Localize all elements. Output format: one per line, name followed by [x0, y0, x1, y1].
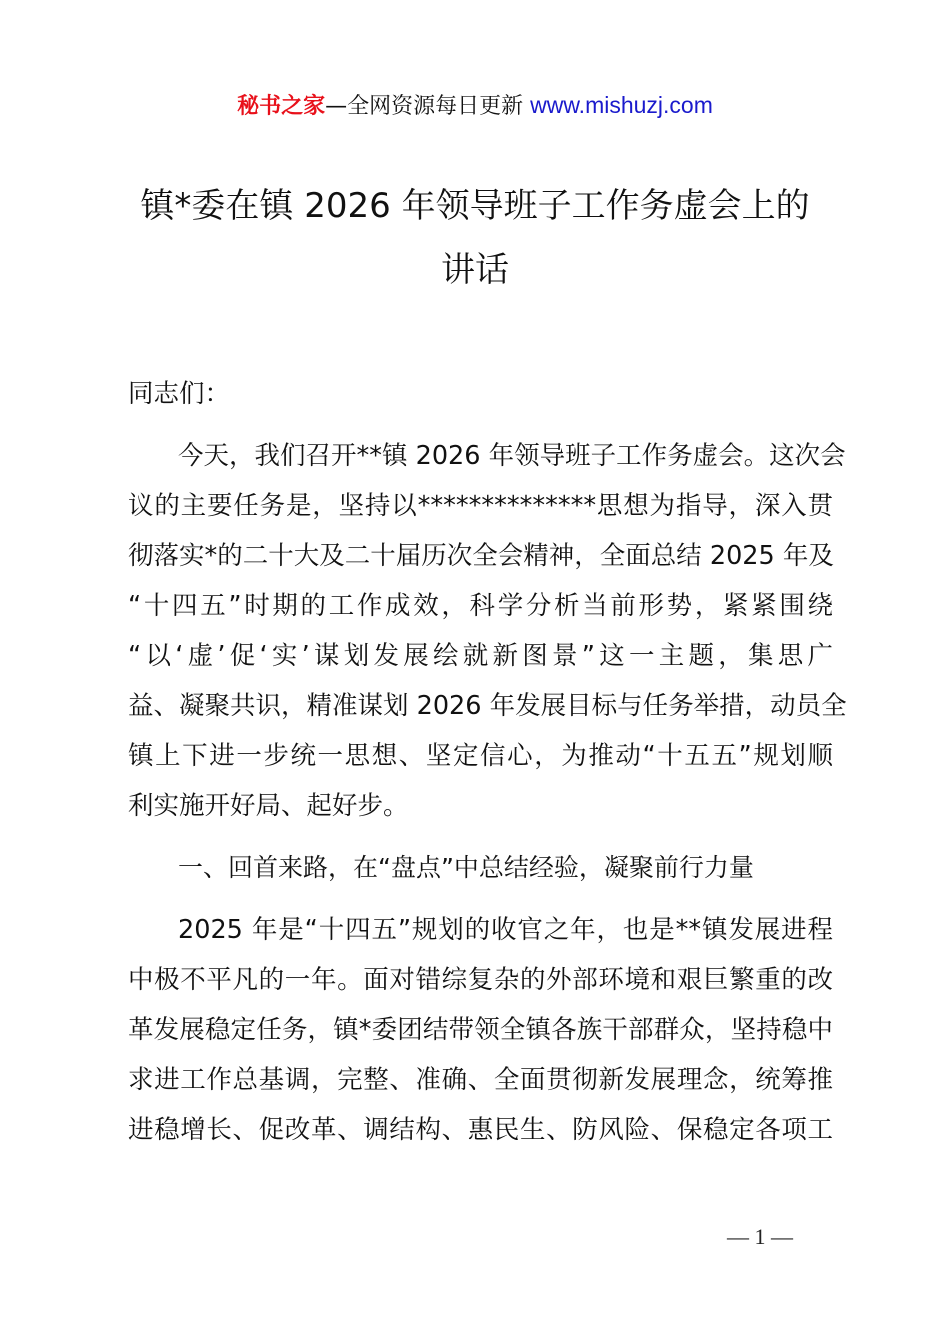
banner-url-link[interactable]: www.mishuzj.com [530, 92, 713, 118]
salutation: 同志们： [128, 379, 231, 409]
page-number: — 1 — [727, 1224, 793, 1249]
paragraph-2-line: 中极不平凡的一年。面对错综复杂的外部环境和艰巨繁重的改 [128, 965, 833, 995]
banner-slogan: —全网资源每日更新 [325, 94, 524, 119]
paragraph-2-line: 求进工作总基调，完整、准确、全面贯彻新发展理念，统筹推 [128, 1065, 833, 1095]
paragraph-1-line: 益、凝聚共识，精准谋划 2026 年发展目标与任务举措，动员全 [128, 691, 847, 721]
document-title-line-1: 镇*委在镇 2026 年领导班子工作务虚会上的 [140, 186, 810, 226]
banner-brand: 秘书之家 [237, 94, 326, 119]
paragraph-1-line: “十四五”时期的工作成效，科学分析当前形势，紧紧围绕 [128, 591, 833, 621]
paragraph-2-line: 进稳增长、促改革、调结构、惠民生、防风险、保稳定各项工 [128, 1115, 833, 1145]
paragraph-1-line: 议的主要任务是，坚持以**************思想为指导，深入贯 [128, 491, 833, 521]
paragraph-1-line: 镇上下进一步统一思想、坚定信心，为推动“十五五”规划顺 [128, 741, 833, 771]
paragraph-1-line: 彻落实*的二十大及二十届历次全会精神，全面总结 2025 年及 [128, 541, 834, 571]
paragraph-2-line: 革发展稳定任务，镇*委团结带领全镇各族干部群众，坚持稳中 [128, 1015, 833, 1045]
paragraph-1-line: “以‘虚’促‘实’谋划发展绘就新图景”这一主题，集思广 [128, 641, 833, 671]
document-title-line-2: 讲话 [441, 250, 509, 290]
site-banner [0, 88, 950, 124]
paragraph-2-line: 2025 年是“十四五”规划的收官之年，也是**镇发展进程 [178, 915, 833, 945]
paragraph-1-line: 利实施开好局、起好步。 [128, 791, 409, 821]
paragraph-1-line: 今天，我们召开**镇 2026 年领导班子工作务虚会。这次会 [178, 441, 846, 471]
section-1-heading: 一、回首来路，在“盘点”中总结经验，凝聚前行力量 [178, 853, 754, 882]
